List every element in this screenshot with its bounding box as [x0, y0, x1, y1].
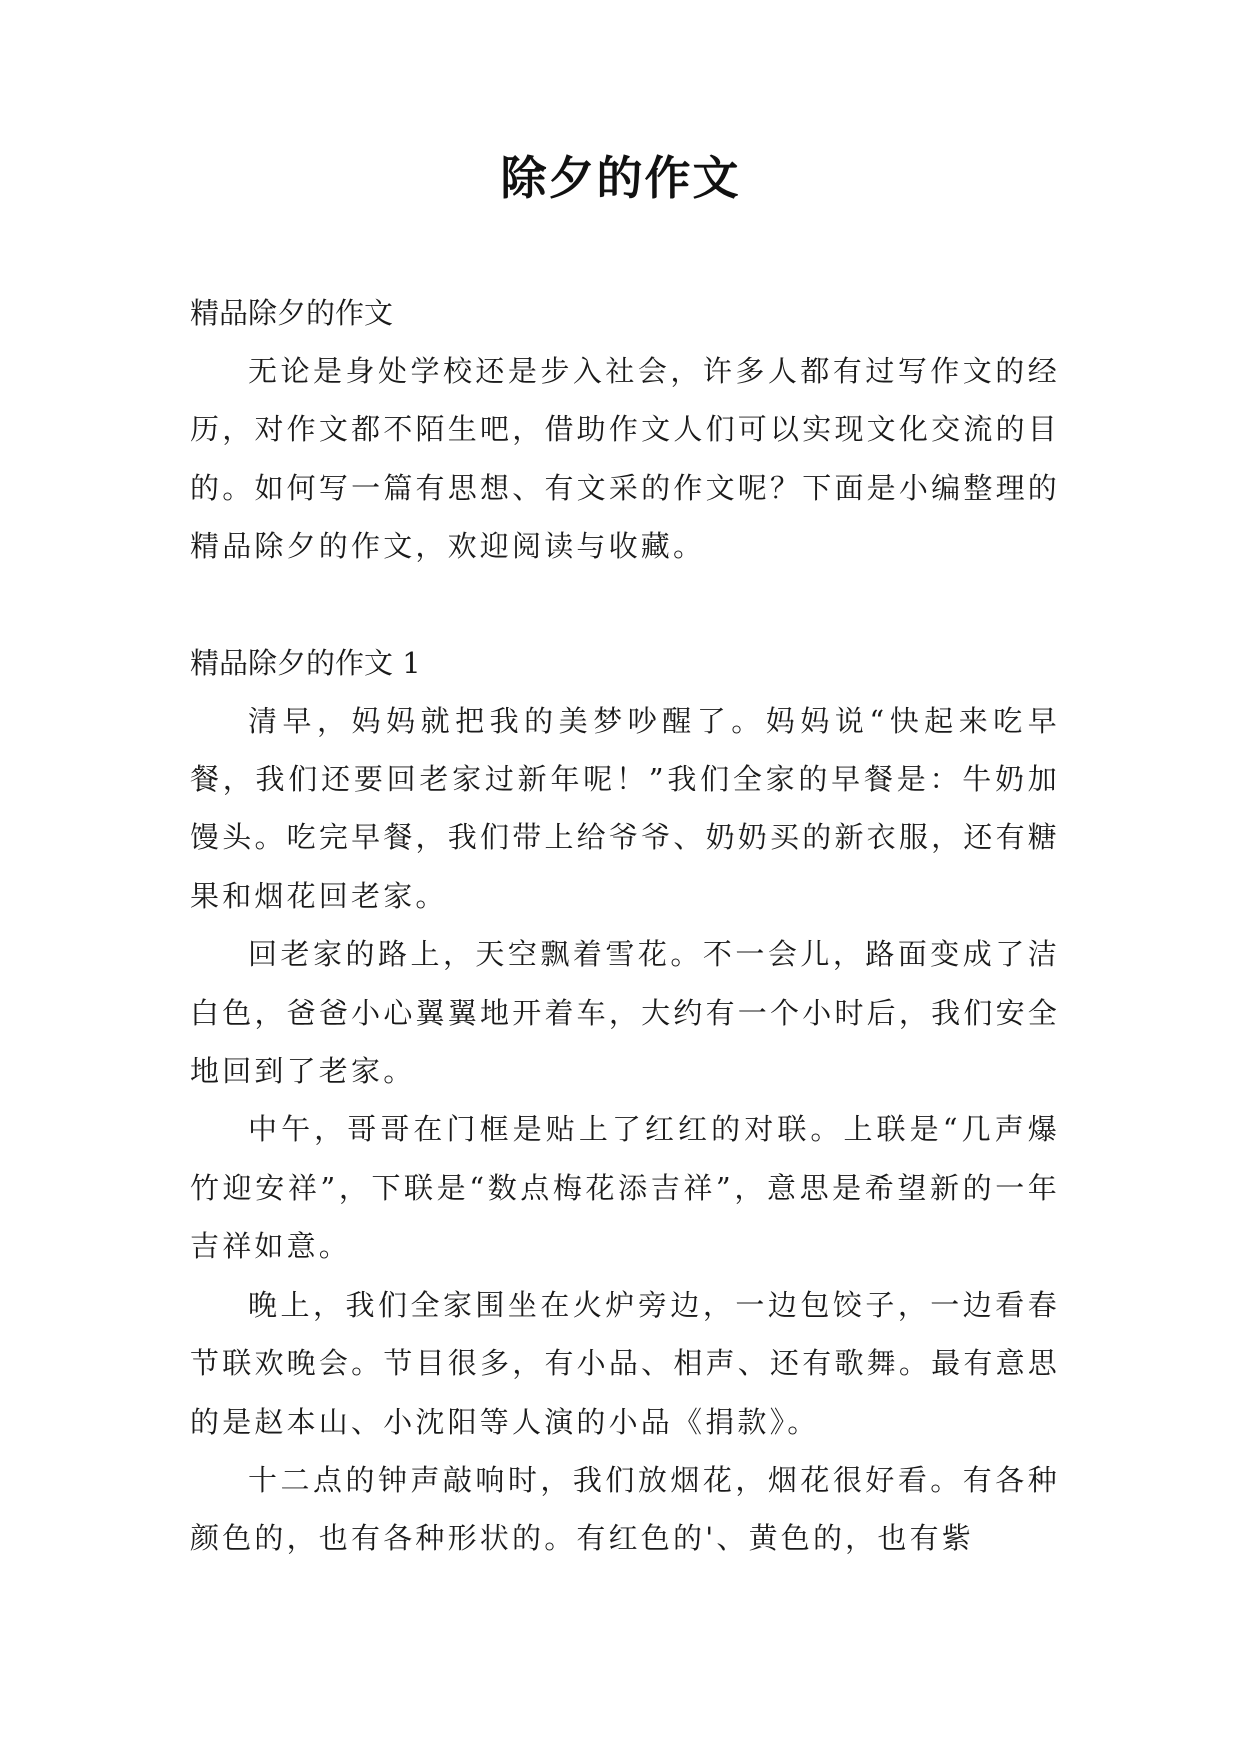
paragraph: 十二点的钟声敲响时，我们放烟花，烟花很好看。有各种颜色的，也有各种形状的。有红色的'、黄色的，也有紫: [190, 1462, 1060, 1556]
paragraph: 回老家的路上，天空飘着雪花。不一会儿，路面变成了洁白色，爸爸小心翼翼地开着车，大约有一个小时后，我们安全地回到了老家。: [190, 937, 1060, 1089]
intro-heading: 精品除夕的作文: [190, 296, 394, 330]
intro-paragraph: 无论是身处学校还是步入社会，许多人都有过写作文的经历，对作文都不陌生吧，借助作文人们可以实现文化交流的目的。如何写一篇有思想、有文采的作文呢？下面是小编整理的精品除夕的作文，欢迎阅读与收藏。: [190, 354, 1060, 564]
document-body: [190, 284, 1060, 1568]
paragraph: 晚上，我们全家围坐在火炉旁边，一边包饺子，一边看春节联欢晚会。节目很多，有小品、相声、还有歌舞。最有意思的是赵本山、小沈阳等人演的小品《捐款》。: [190, 1287, 1060, 1439]
section-spacer: [190, 576, 1060, 634]
section-heading: 精品除夕的作文 1: [190, 645, 421, 680]
paragraph: 清早，妈妈就把我的美梦吵醒了。妈妈说“快起来吃早餐，我们还要回老家过新年呢！”我们全家的早餐是：牛奶加馒头。吃完早餐，我们带上给爷爷、奶奶买的新衣服，还有糖果和烟花回老家。: [190, 703, 1060, 913]
document-title: 除夕的作文: [500, 151, 741, 205]
paragraph: 中午，哥哥在门框是贴上了红红的对联。上联是“几声爆竹迎安祥”，下联是“数点梅花添吉祥”，意思是希望新的一年吉祥如意。: [190, 1112, 1060, 1264]
